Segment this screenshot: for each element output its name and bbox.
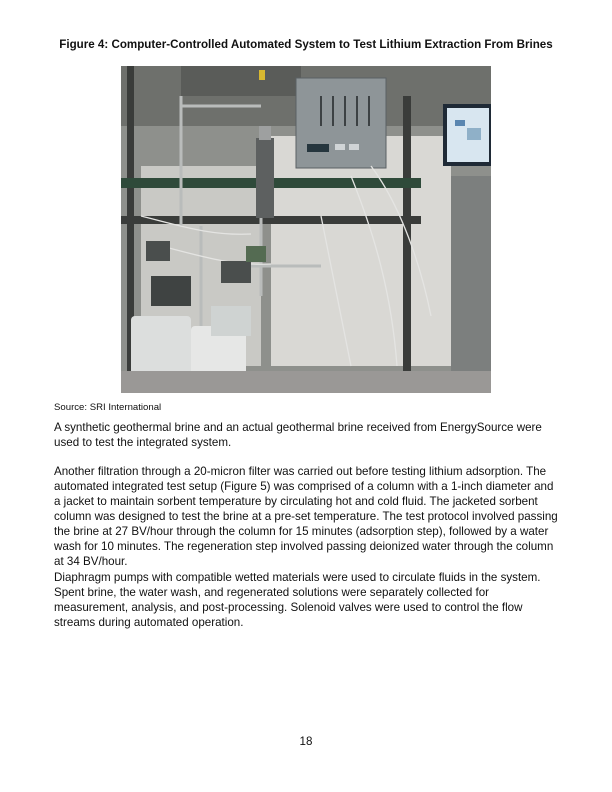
paragraph: A synthetic geothermal brine and an actual geothermal brine received from EnergySource were used to test the integrated system. bbox=[54, 421, 542, 449]
figure-source: Source: SRI International bbox=[54, 402, 162, 413]
paragraph: Diaphragm pumps with compatible wetted materials were used to circulate fluids in the system. Spent brine, the water wash, and regenerated solutions were separately collected for measurement, analysis, and post-processing. Solenoid valves were used to control the flow streams during automated operation. bbox=[54, 571, 541, 629]
page-number: 18 bbox=[299, 735, 313, 748]
paragraph: Another filtration through a 20-micron filter was carried out before testing lithium adsorption. The automated integrated test setup (Figure 5) was comprised of a column with a 1-inch diameter and a jacket to maintain sorbent temperature by circulating hot and cold fluid. The jacketed sorbent column was designed to test the brine at a pre-set temperature. The test protocol involved passing the brine at 27 BV/hour through the column for 15 minutes (adsorption step), followed by a water wash for 10 minutes. The regeneration step involved passing deionized water through the column at 34 BV/hour. bbox=[54, 465, 558, 568]
figure-title: Figure 4: Computer-Controlled Automated System to Test Lithium Extraction From Brines bbox=[59, 38, 553, 51]
figure-photo bbox=[121, 66, 491, 393]
